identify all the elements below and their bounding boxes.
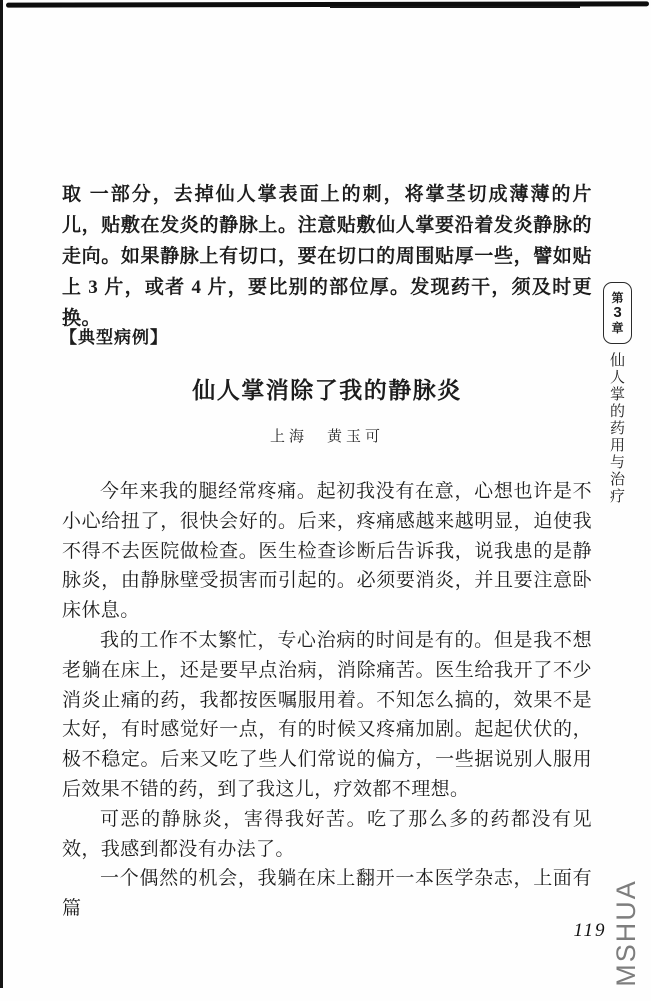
chapter-title-vertical: 仙人掌的药用与治疗	[608, 352, 625, 505]
watermark: MSHUA	[611, 879, 641, 987]
chapter-badge	[603, 282, 632, 344]
article-paragraph: 今年来我的腿经常疼痛。起初我没有在意，心想也许是不小心给扭了，很快会好的。后来，疼痛感越来越明显，迫使我不得不去医院做检查。医生检查诊断后告诉我，说我患的是静脉炎，由静脉壁受损害而引起的。必须要消炎，并且要注意卧床休息。	[62, 481, 592, 622]
article-title: 仙人掌消除了我的静脉炎	[192, 378, 462, 403]
chapter-badge-prefix: 第	[611, 291, 624, 305]
scan-edge-left	[0, 0, 3, 988]
article-body	[62, 477, 592, 924]
section-header: 【典型病例】	[60, 328, 168, 347]
page-number: 119	[573, 920, 607, 941]
article-paragraph: 可恶的静脉炎，害得我好苦。吃了那么多的药都没有见效，我感到都没有办法了。	[62, 808, 592, 860]
article-byline: 上海 黄玉可	[269, 429, 384, 445]
article-paragraph: 一个偶然的机会，我躺在床上翻开一本医学杂志，上面有篇	[62, 868, 592, 920]
chapter-badge-suffix: 章	[611, 321, 624, 335]
scan-edge-top-rough	[330, 6, 580, 8]
intro-paragraph: 取 一部分，去掉仙人掌表面上的刺，将掌茎切成薄薄的片儿，贴敷在发炎的静脉上。注意贴敷仙人掌要沿着发炎静脉的走向。如果静脉上有切口，要在切口的周围贴厚一些，譬如贴上 3 片，或者 4 片，要比别的部位厚。发现药干，须及时更换。	[62, 184, 592, 329]
article-paragraph: 我的工作不太繁忙，专心治病的时间是有的。但是我不想老躺在床上，还是要早点治病，消除痛苦。医生给我开了不少消炎止痛的药，我都按医嘱服用着。不知怎么搞的，效果不是太好，有时感觉好一点，有的时候又疼痛加剧。起起伏伏的，极不稳定。后来又吃了些人们常说的偏方，一些据说别人服用后效果不错的药，到了我这儿，疗效都不理想。	[62, 629, 592, 800]
chapter-badge-number: 3	[613, 304, 622, 321]
